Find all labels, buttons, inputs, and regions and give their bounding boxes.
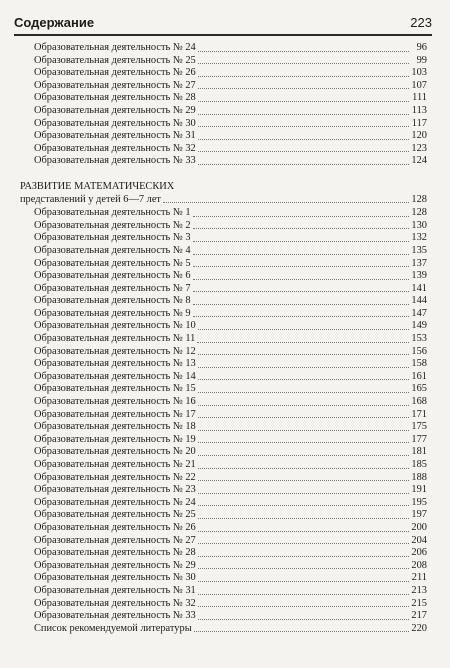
toc-entry [20,421,427,434]
toc-entry-page-number: 141 [411,282,427,294]
toc-entry-label: Образовательная деятельность № 12 [34,345,196,357]
toc-entry-label: Образовательная деятельность № 21 [34,459,196,470]
toc-entry-label: Образовательная деятельность № 25 [34,509,196,521]
toc-entry-label: Образовательная деятельность № 5 [34,257,191,269]
dot-leader [198,581,409,582]
toc-entry [20,560,427,573]
toc-entry [20,509,427,522]
toc-entry-label: Образовательная деятельность № 11 [34,333,196,345]
toc-entry-label: Образовательная деятельность № 13 [34,358,196,370]
toc-entry-label: Образовательная деятельность № 24 [34,42,196,53]
toc-entry [20,434,427,447]
toc-entry-label: Образовательная деятельность № 7 [34,282,191,294]
toc-entry [20,623,427,636]
toc-entry-label: Образовательная деятельность № 32 [34,142,196,154]
dot-leader [198,329,409,330]
toc-entry-label: Образовательная деятельность № 18 [34,421,196,433]
toc-entry [20,207,427,220]
toc-entry-page-number: 171 [411,408,427,420]
toc-entry-label: Образовательная деятельность № 33 [34,610,196,622]
toc-entry-page-number: 204 [411,534,427,546]
toc-entry-page-number: 185 [411,459,427,470]
toc-entry-label: Образовательная деятельность № 15 [34,383,196,395]
toc-entry-page-number: 135 [411,244,427,256]
toc-entry [20,42,427,55]
toc-entry [20,497,427,510]
dot-leader [197,342,409,343]
toc-entry [20,598,427,611]
dot-leader [198,480,409,481]
toc-entry-label: Образовательная деятельность № 6 [34,270,191,282]
dot-leader [198,354,409,355]
section-title-line-1: РАЗВИТИЕ МАТЕМАТИЧЕСКИХ [20,180,175,192]
dot-leader [198,367,409,368]
toc-entry-page-number: 117 [411,117,427,129]
toc-entry [20,585,427,598]
toc-entry-page-number: 158 [411,358,427,370]
toc-entry-label: Образовательная деятельность № 31 [34,584,196,596]
section-spacer [20,168,427,181]
dot-leader [193,266,409,267]
toc-entry-label: Образовательная деятельность № 16 [34,396,196,408]
toc-entry-label: Образовательная деятельность № 28 [34,92,196,104]
toc-entry [20,572,427,585]
dot-leader [193,254,409,255]
page-header [14,10,432,36]
toc-entry [20,409,427,422]
toc-entry-label: Образовательная деятельность № 29 [34,559,196,571]
toc-entry-page-number: 215 [411,597,427,609]
toc-entry-label: Образовательная деятельность № 8 [34,295,191,307]
dot-leader [198,379,409,380]
toc-entry-page-number: 165 [411,383,427,395]
dot-leader [198,505,409,506]
toc-entry-label: Образовательная деятельность № 26 [34,521,196,533]
dot-leader [198,606,409,607]
dot-leader [198,493,409,494]
dot-leader [198,543,409,544]
toc-entry [20,484,427,497]
toc-entry-page-number: 123 [411,142,427,154]
dot-leader [198,101,409,102]
toc-entry [20,535,427,548]
toc-entry-label: Образовательная деятельность № 23 [34,484,196,496]
table-of-contents [20,42,427,635]
dot-leader [198,151,409,152]
toc-entry-page-number: 132 [411,232,427,244]
toc-entry-label: Образовательная деятельность № 22 [34,471,196,483]
dot-leader [198,531,409,532]
page-number: 223 [410,15,432,30]
toc-entry [20,547,427,560]
dot-leader [163,202,409,203]
toc-entry-label: Образовательная деятельность № 17 [34,408,196,420]
toc-entry-label: Образовательная деятельность № 32 [34,597,196,609]
toc-group-previous [20,42,427,168]
toc-entry-page-number: 156 [411,345,427,357]
dot-leader [198,405,409,406]
toc-entry-label: Образовательная деятельность № 10 [34,320,196,332]
dot-leader [193,228,409,229]
dot-leader [198,468,409,469]
toc-entry-page-number: 181 [411,446,427,458]
toc-entry [20,333,427,346]
section-page-number: 128 [411,193,427,205]
dot-leader [198,114,409,115]
toc-entry-label: Образовательная деятельность № 4 [34,244,191,256]
toc-entry-page-number: 147 [411,307,427,319]
toc-entry-label: Образовательная деятельность № 9 [34,307,191,319]
dot-leader [193,279,409,280]
toc-entry-page-number: 211 [411,572,427,584]
toc-entry [20,105,427,118]
toc-entry-page-number: 99 [416,54,427,66]
toc-entry-page-number: 217 [411,610,427,622]
toc-entry-page-number: 130 [411,219,427,231]
dot-leader [198,88,409,89]
toc-entry-label: Образовательная деятельность № 30 [34,117,196,129]
toc-entry [20,610,427,623]
dot-leader [198,594,409,595]
toc-entry [20,232,427,245]
toc-entry [20,130,427,143]
dot-leader [198,63,409,64]
dot-leader [198,518,409,519]
dot-leader [198,430,409,431]
toc-entry [20,346,427,359]
toc-entry [20,270,427,283]
toc-entry-label: Образовательная деятельность № 20 [34,446,196,458]
dot-leader [193,316,409,317]
toc-entry-page-number: 177 [411,433,427,445]
toc-entry-page-number: 188 [411,471,427,483]
toc-entry [20,358,427,371]
toc-entry-page-number: 96 [416,42,427,53]
toc-entry [20,459,427,472]
toc-entry-label: Образовательная деятельность № 1 [34,207,191,219]
toc-entry-label: Образовательная деятельность № 30 [34,572,196,584]
toc-entry [20,446,427,459]
toc-entry-page-number: 200 [411,521,427,533]
toc-entry-label: Образовательная деятельность № 27 [34,534,196,546]
toc-entry-page-number: 144 [411,295,427,307]
dot-leader [193,304,409,305]
toc-entry-label: Образовательная деятельность № 26 [34,67,196,79]
toc-entry [20,308,427,321]
toc-entry [20,245,427,258]
toc-entry-page-number: 191 [411,484,427,496]
toc-entry [20,67,427,80]
dot-leader [193,216,409,217]
dot-leader [198,139,409,140]
toc-entry [20,295,427,308]
toc-entry-page-number: 153 [411,333,427,345]
toc-entry [20,155,427,168]
toc-entry-page-number: 120 [411,130,427,142]
toc-entry [20,320,427,333]
toc-entry-page-number: 139 [411,270,427,282]
toc-entry [20,220,427,233]
toc-entry-label: Образовательная деятельность № 33 [34,155,196,167]
toc-entry-label: Список рекомендуемой литературы [34,622,192,634]
toc-entry [20,396,427,409]
toc-entry [20,522,427,535]
toc-entry-page-number: 213 [411,584,427,596]
toc-entry-page-number: 195 [411,496,427,508]
toc-group-section [20,207,427,635]
toc-entry [20,472,427,485]
toc-entry-page-number: 111 [412,92,427,104]
dot-leader [198,417,409,418]
toc-entry [20,55,427,68]
page-title: Содержание [14,15,95,30]
dot-leader [193,291,409,292]
toc-entry-page-number: 168 [411,396,427,408]
toc-entry-page-number: 175 [411,421,427,433]
toc-entry-page-number: 206 [411,547,427,559]
toc-entry-label: Образовательная деятельность № 3 [34,232,191,244]
toc-entry-page-number: 128 [411,207,427,219]
dot-leader [198,51,409,52]
toc-entry-label: Образовательная деятельность № 25 [34,54,196,66]
dot-leader [194,631,409,632]
toc-section-heading [20,181,427,206]
toc-entry-label: Образовательная деятельность № 19 [34,433,196,445]
toc-entry [20,80,427,93]
toc-entry [20,143,427,156]
toc-entry-label: Образовательная деятельность № 2 [34,219,191,231]
toc-entry [20,118,427,131]
toc-entry-page-number: 137 [411,257,427,269]
toc-entry-label: Образовательная деятельность № 27 [34,79,196,91]
dot-leader [198,164,409,165]
section-title-line-2: представлений у детей 6—7 лет [20,193,161,205]
dot-leader [193,241,409,242]
dot-leader [198,568,409,569]
dot-leader [198,455,409,456]
toc-entry [20,371,427,384]
toc-entry [20,258,427,271]
dot-leader [198,619,409,620]
toc-entry-label: Образовательная деятельность № 29 [34,104,196,116]
toc-entry-label: Образовательная деятельность № 31 [34,130,196,142]
toc-entry [20,92,427,105]
toc-entry-page-number: 107 [411,79,427,91]
toc-entry-page-number: 220 [411,622,427,634]
toc-entry-page-number: 103 [411,67,427,79]
toc-entry-page-number: 149 [411,320,427,332]
toc-entry [20,383,427,396]
toc-entry-label: Образовательная деятельность № 28 [34,547,196,559]
dot-leader [198,392,409,393]
dot-leader [198,76,409,77]
toc-entry [20,283,427,296]
toc-entry-page-number: 208 [411,559,427,571]
dot-leader [198,126,409,127]
toc-entry-label: Образовательная деятельность № 24 [34,496,196,508]
toc-entry-page-number: 124 [411,155,427,167]
toc-entry-page-number: 113 [411,104,427,116]
dot-leader [198,442,409,443]
toc-entry-page-number: 197 [411,509,427,521]
toc-entry-page-number: 161 [411,370,427,382]
toc-entry-label: Образовательная деятельность № 14 [34,370,196,382]
dot-leader [198,556,409,557]
